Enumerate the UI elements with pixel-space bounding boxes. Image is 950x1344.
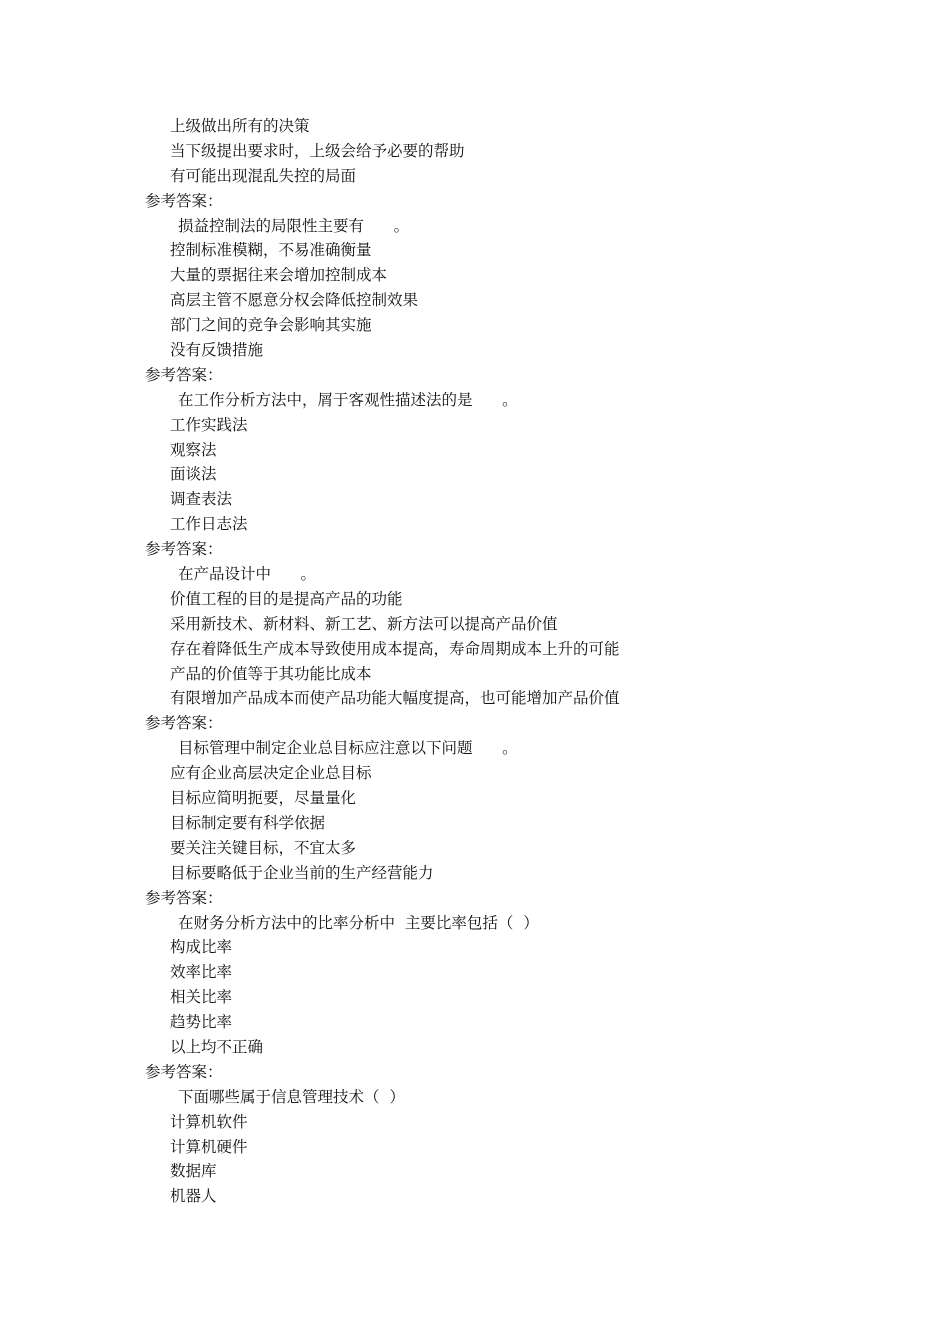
reference-answer-label: 参考答案： (145, 888, 223, 907)
reference-answer-label: 参考答案： (145, 540, 223, 559)
question-block (0, 562, 950, 736)
question-text: 在财务分析方法中的比率分析中 主要比率包括（ ） (178, 913, 539, 932)
answer-option: 大量的票据往来会增加控制成本 (170, 266, 388, 285)
answer-option: 采用新技术、新材料、新工艺、新方法可以提高产品价值 (170, 614, 558, 633)
answer-option: 构成比率 (170, 938, 233, 957)
question-block (0, 214, 950, 388)
answer-option: 存在着降低生产成本导致使用成本提高，寿命周期成本上升的可能 (170, 639, 620, 658)
reference-answer-label: 参考答案： (145, 191, 223, 210)
answer-option: 目标应简明扼要，尽量量化 (170, 789, 357, 808)
answer-option: 趋势比率 (170, 1013, 233, 1032)
question-text: 在工作分析方法中，屑于客观性描述法的是 。 (178, 390, 518, 409)
answer-option: 目标要略低于企业当前的生产经营能力 (170, 863, 434, 882)
question-text: 损益控制法的局限性主要有 。 (178, 216, 410, 235)
answer-option: 面谈法 (170, 465, 217, 484)
question-block (0, 736, 950, 910)
answer-option: 工作实践法 (170, 415, 248, 434)
answer-option: 计算机软件 (170, 1112, 248, 1131)
answer-option: 应有企业高层决定企业总目标 (170, 764, 372, 783)
question-text: 在产品设计中 。 (178, 565, 317, 584)
answer-option: 机器人 (170, 1187, 217, 1206)
answer-option: 调查表法 (170, 490, 233, 509)
question-text: 目标管理中制定企业总目标应注意以下问题 。 (178, 739, 518, 758)
answer-option: 有限增加产品成本而使产品功能大幅度提高，也可能增加产品价值 (170, 689, 620, 708)
answer-option: 价值工程的目的是提高产品的功能 (170, 589, 403, 608)
reference-answer-label: 参考答案： (145, 714, 223, 733)
answer-option: 相关比率 (170, 988, 233, 1007)
reference-answer-label: 参考答案： (145, 365, 223, 384)
answer-option: 没有反馈措施 (170, 341, 264, 360)
answer-option: 观察法 (170, 440, 217, 459)
answer-option: 高层主管不愿意分权会降低控制效果 (170, 291, 419, 310)
answer-option: 控制标准模糊，不易准确衡量 (170, 241, 372, 260)
answer-option: 工作日志法 (170, 515, 248, 534)
answer-option: 当下级提出要求时，上级会给予必要的帮助 (170, 141, 465, 160)
question-block (0, 114, 950, 214)
answer-option: 以上均不正确 (170, 1037, 264, 1056)
answer-option: 计算机硬件 (170, 1137, 248, 1156)
answer-option: 目标制定要有科学依据 (170, 813, 326, 832)
answer-option: 效率比率 (170, 963, 233, 982)
question-text: 下面哪些属于信息管理技术（ ） (178, 1087, 405, 1106)
answer-option: 要关注关键目标，不宜太多 (170, 838, 357, 857)
document-page (0, 114, 950, 1209)
answer-option: 上级做出所有的决策 (170, 117, 310, 135)
reference-answer-label: 参考答案： (145, 1062, 223, 1081)
question-block (0, 1085, 950, 1209)
question-block (0, 388, 950, 562)
answer-option: 部门之间的竞争会影响其实施 (170, 316, 372, 335)
answer-option: 有可能出现混乱失控的局面 (170, 166, 357, 185)
question-block (0, 911, 950, 1085)
answer-option: 产品的价值等于其功能比成本 (170, 664, 372, 683)
answer-option: 数据库 (170, 1162, 217, 1181)
